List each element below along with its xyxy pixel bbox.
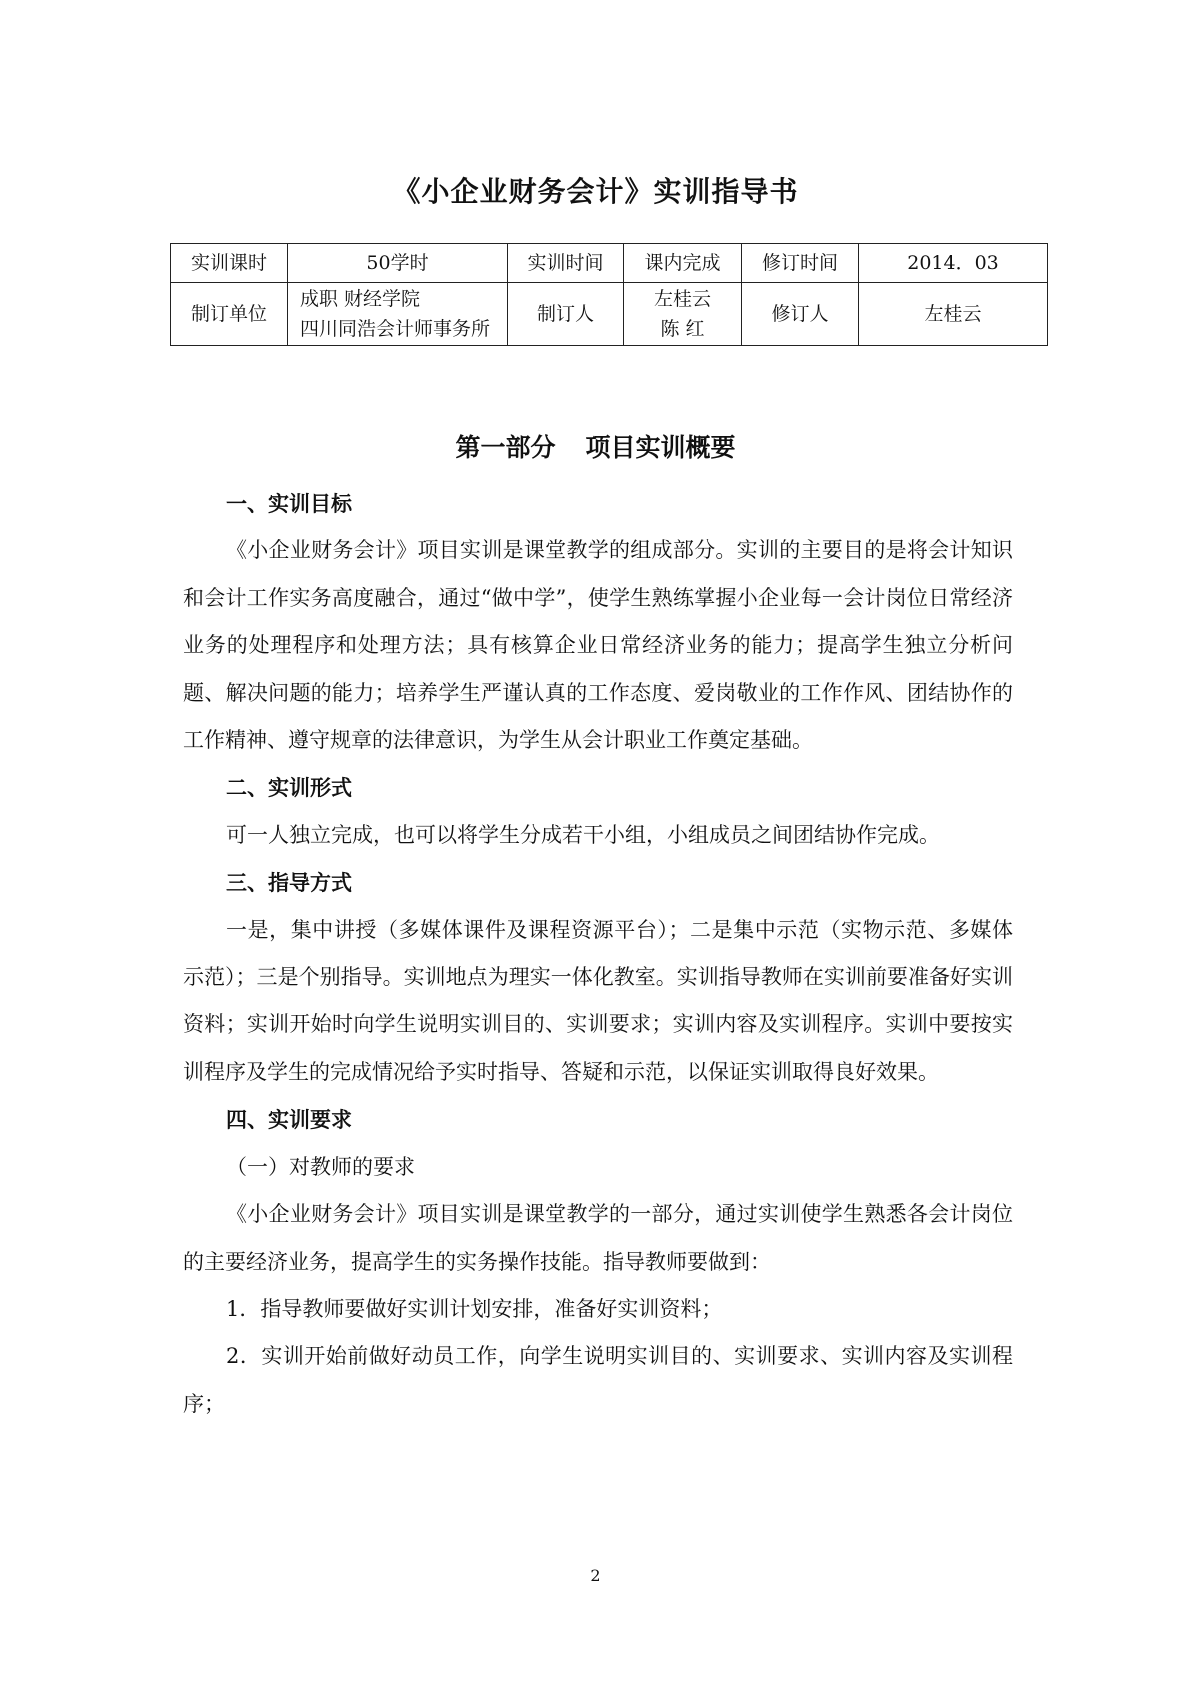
revision-time-label: 修订时间 (742, 244, 859, 283)
hours-label: 实训课时 (171, 244, 288, 283)
section-heading-format: 二、实训形式 (226, 775, 352, 801)
revision-time-value: 2014．03 (859, 244, 1048, 283)
section-paragraph-guidance: 一是，集中讲授（多媒体课件及课程资源平台）；二是集中示范（实物示范、多媒体示范）；三是个别指导。实训地点为理实一体化教室。实训指导教师在实训前要准备好实训资料；实训开始时向学生说明实训目的、实训要求；实训内容及实训程序。实训中要按实训程序及学生的完成情况给予实时指导、答疑和示范，以保证实训取得良好效果。 (183, 917, 1013, 1084)
training-time-value: 课内完成 (624, 244, 742, 283)
part-heading (0, 428, 1191, 464)
info-row-1 (171, 244, 1048, 283)
page-number: 2 (590, 1566, 601, 1585)
author-line-1: 左桂云 (653, 288, 711, 310)
section-heading-requirements: 四、实训要求 (226, 1107, 352, 1133)
info-row-2 (171, 283, 1048, 346)
section-heading-guidance: 三、指导方式 (226, 870, 352, 896)
unit-value (288, 283, 508, 346)
list-item-1: 1．指导教师要做好实训计划安排，准备好实训资料； (226, 1296, 723, 1321)
section-paragraph-teacher: 《小企业财务会计》项目实训是课堂教学的一部分，通过实训使学生熟悉各会计岗位的主要经济业务，提高学生的实务操作技能。指导教师要做到： (183, 1202, 1013, 1274)
training-time-label: 实训时间 (508, 244, 624, 283)
hours-value: 50学时 (288, 244, 508, 283)
section-heading-objectives: 一、实训目标 (226, 491, 352, 516)
section-paragraph-objectives: 《小企业财务会计》项目实训是课堂教学的组成部分。实训的主要目的是将会计知识和会计工作实务高度融合，通过“做中学”，使学生熟练掌握小企业每一会计岗位日常经济业务的处理程序和处理方法；具有核算企业日常经济业务的能力；提高学生独立分析问题、解决问题的能力；培养学生严谨认真的工作态度、爱岗敬业的工作作风、团结协作的工作精神、遵守规章的法律意识，为学生从会计职业工作奠定基础。 (183, 538, 1013, 753)
author-label: 制订人 (508, 283, 624, 346)
part-number: 第一部分 (455, 433, 556, 462)
author-value (624, 283, 742, 346)
subsection-heading-teacher: （一）对教师的要求 (226, 1154, 415, 1179)
part-name: 项目实训概要 (585, 433, 736, 462)
reviser-label: 修订人 (742, 283, 859, 346)
section-paragraph-format: 可一人独立完成，也可以将学生分成若干小组，小组成员之间团结协作完成。 (226, 822, 940, 847)
reviser-value: 左桂云 (859, 283, 1048, 346)
list-item-2: 2．实训开始前做好动员工作，向学生说明实训目的、实训要求、实训内容及实训程序； (183, 1344, 1013, 1416)
unit-line-1: 成职 财经学院 (300, 288, 421, 310)
document-body (183, 480, 1013, 1428)
author-line-2: 陈 红 (660, 318, 705, 340)
unit-line-2: 四川同浩会计师事务所 (300, 318, 491, 340)
document-title: 《小企业财务会计》实训指导书 (392, 175, 799, 208)
course-info-table (170, 243, 1048, 346)
unit-label: 制订单位 (171, 283, 288, 346)
